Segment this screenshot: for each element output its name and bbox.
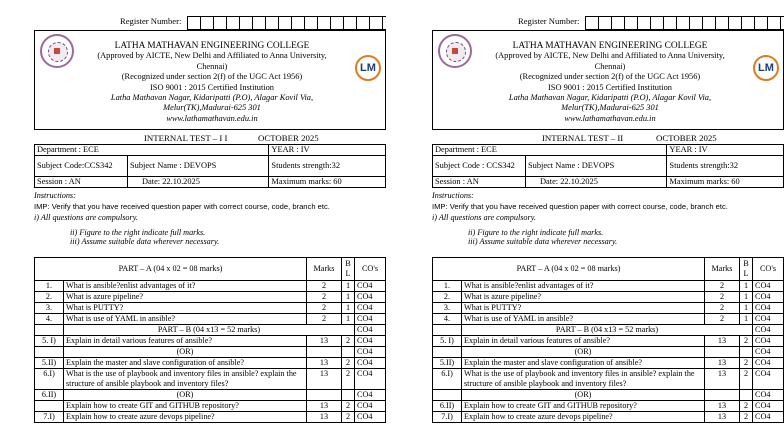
table-row: 4. What is use of YAML in ansible? 2 1 CO4 xyxy=(35,314,386,325)
instructions-title: Instructions: xyxy=(432,191,474,200)
table-row: 6.I) What is the use of playbook and inventory files in ansible? explain the structure of ansible playbook and inventory files? 13 2 CO4 xyxy=(35,369,386,390)
table-row: 5.II) Explain the master and slave configuration of ansible? 13 2 CO4 xyxy=(35,358,386,369)
maximum-marks: Maximum marks: 60 xyxy=(269,177,386,188)
register-number-row xyxy=(432,16,784,30)
register-number-label: Register Number: xyxy=(518,16,580,26)
college-address: Latha Mathavan Nagar, Kidaripatti (P.O), Alagar Kovil Via, Melur(TK),Madurai-625 301 xyxy=(508,93,712,113)
lm-logo-icon: LM xyxy=(355,55,381,81)
exam-date: Date: 22.10.2025 xyxy=(128,177,269,188)
question-paper-right xyxy=(432,0,784,441)
college-address: Latha Mathavan Nagar, Kidaripatti (P.O), Alagar Kovil Via, Melur(TK),Madurai-625 301 xyxy=(110,93,314,113)
questions-table: PART – A (04 x 02 = 08 marks) Marks B L CO's 1. What is ansible?enlist advantages of it? 2 1 CO4 2. What is azure pipeline? 2 1 CO4 3. What is PUTTY? 2 1 CO4 4. What is use of YAML in ansible? 2 1 CO4 PART – B (04 x13 = 52 marks) CO4 5. I) Explain in detail various features of ansible? 13 2 CO4 (OR) CO4 5.II) Explain the master and slave configuration of ansible? 13 2 CO4 6.I) What is the use of playbook and inventory files in ansible? explain the structure of ansible playbook and inventory files? 13 2 CO4 6.II) (OR) CO4 Explain how to create GIT and GITHUB repository? 13 2 CO4 7.I) Explain how to create azure devops pipeline? 13 2 CO4 xyxy=(34,257,386,423)
university-seal-icon xyxy=(40,34,74,68)
co-heading: CO's xyxy=(355,258,386,281)
questions-table: PART – A (04 x 02 = 08 marks) Marks B L CO's 1. What is ansible?enlist advantages of it? 2 1 CO4 2. What is azure pipeline? 2 1 CO4 3. What is PUTTY? 2 1 CO4 4. What is use of YAML in ansible? 2 1 CO4 PART – B (04 x13 = 52 marks) CO4 5. I) Explain in detail various features of ansible? 13 2 CO4 (OR) CO4 5.II) Explain the master and slave configuration of ansible? 13 2 CO4 6.I) What is the use of playbook and inventory files in ansible? explain the structure of ansible playbook and inventory files? 13 2 CO4 (OR) CO4 6.II) Explain how to create GIT and GITHUB repository? 13 2 CO4 7.I) Explain how to create azure devops pipeline? 13 2 CO4 xyxy=(432,257,784,423)
year: YEAR : IV xyxy=(667,145,784,156)
register-number-boxes[interactable] xyxy=(188,16,386,30)
or-separator: (OR) xyxy=(64,347,307,358)
instruction-iii: iii) Assume suitable data wherever necessary. xyxy=(468,237,618,246)
exam-info-table xyxy=(432,144,784,188)
co-heading: CO's xyxy=(753,258,784,281)
college-header xyxy=(432,30,784,130)
table-row: 5.II) Explain the master and slave configuration of ansible? 13 2 CO4 xyxy=(433,358,784,369)
table-row: 2. What is azure pipeline? 2 1 CO4 xyxy=(35,292,386,303)
instruction-iii: iii) Assume suitable data wherever necessary. xyxy=(70,237,220,246)
table-row: 5. I) Explain in detail various features of ansible? 13 2 CO4 xyxy=(433,336,784,347)
subject-code: Subject Code : CCS342 xyxy=(433,156,526,177)
instructions xyxy=(432,190,784,247)
session: Session : AN xyxy=(433,177,526,188)
year: YEAR : IV xyxy=(269,145,386,156)
college-name: LATHA MATHAVAN ENGINEERING COLLEGE xyxy=(114,41,310,51)
part-a-heading: PART – A (04 x 02 = 08 marks) xyxy=(433,258,705,281)
instructions-title: Instructions: xyxy=(34,191,76,200)
table-row: 1. What is ansible?enlist advantages of it? 2 1 CO4 xyxy=(433,281,784,292)
bl-heading: B L xyxy=(740,258,753,281)
table-row: 6.I) What is the use of playbook and inventory files in ansible? explain the structure of ansible playbook and inventory files? 13 2 CO4 xyxy=(433,369,784,390)
table-row: 3. What is PUTTY? 2 1 CO4 xyxy=(433,303,784,314)
register-number-boxes[interactable] xyxy=(586,16,784,30)
table-row: 4. What is use of YAML in ansible? 2 1 CO4 xyxy=(433,314,784,325)
college-website: www.lathamathavan.edu.in xyxy=(564,113,656,123)
marks-heading: Marks xyxy=(705,258,740,281)
test-month: OCTOBER 2025 xyxy=(656,133,717,143)
department: Department : ECE xyxy=(35,145,269,156)
or-separator: (OR) xyxy=(462,390,705,401)
table-row: 1. What is ansible?enlist advantages of it? 2 1 CO4 xyxy=(35,281,386,292)
table-row: 2. What is azure pipeline? 2 1 CO4 xyxy=(433,292,784,303)
subject-name: Subject Name : DEVOPS xyxy=(526,156,667,177)
test-name: INTERNAL TEST – I I xyxy=(144,133,228,143)
university-seal-icon xyxy=(438,34,472,68)
question-paper-left xyxy=(34,0,386,441)
college-website: www.lathamathavan.edu.in xyxy=(166,113,258,123)
part-a-heading: PART – A (04 x 02 = 08 marks) xyxy=(35,258,307,281)
exam-date: Date: 22.10.2025 xyxy=(526,177,667,188)
department: Department : ECE xyxy=(433,145,667,156)
students-strength: Students strength:32 xyxy=(667,156,784,177)
test-name: INTERNAL TEST – II xyxy=(542,133,624,143)
instructions-imp: IMP: Verify that you have received question paper with correct course, code, branch etc. xyxy=(432,202,728,211)
table-row: 7.I) Explain how to create azure devops pipeline? 13 2 CO4 xyxy=(433,412,784,423)
part-b-heading: PART – B (04 x13 = 52 marks) xyxy=(64,325,355,336)
college-approval: (Approved by AICTE, New Delhi and Affiliated to Anna University, Chennai) xyxy=(495,51,725,71)
maximum-marks: Maximum marks: 60 xyxy=(667,177,784,188)
college-name: LATHA MATHAVAN ENGINEERING COLLEGE xyxy=(512,41,708,51)
instruction-i: i) All questions are compulsory. xyxy=(432,213,536,222)
instructions-imp: IMP: Verify that you have received question paper with correct course, code, branch etc. xyxy=(34,202,330,211)
college-ugc: (Recognized under section 2(f) of the UGC Act 1956) xyxy=(121,72,303,82)
test-month: OCTOBER 2025 xyxy=(258,133,319,143)
table-row: Explain how to create GIT and GITHUB repository? 13 2 CO4 xyxy=(35,401,386,412)
part-b-heading: PART – B (04 x13 = 52 marks) xyxy=(462,325,753,336)
or-separator: (OR) xyxy=(64,390,307,401)
table-row: 7.I) Explain how to create azure devops pipeline? 13 2 CO4 xyxy=(35,412,386,423)
lm-logo-icon: LM xyxy=(753,55,779,81)
students-strength: Students strength:32 xyxy=(269,156,386,177)
marks-heading: Marks xyxy=(307,258,342,281)
instruction-i: i) All questions are compulsory. xyxy=(34,213,138,222)
college-iso: ISO 9001 : 2015 Certified Institution xyxy=(150,82,274,92)
table-row: 3. What is PUTTY? 2 1 CO4 xyxy=(35,303,386,314)
exam-info-table xyxy=(34,144,386,188)
session: Session : AN xyxy=(35,177,128,188)
subject-name: Subject Name : DEVOPS xyxy=(128,156,269,177)
instructions xyxy=(34,190,386,247)
instruction-ii: ii) Figure to the right indicate full marks. xyxy=(70,228,206,237)
or-separator: (OR) xyxy=(462,347,705,358)
table-row: 5. I) Explain in detail various features of ansible? 13 2 CO4 xyxy=(35,336,386,347)
instruction-ii: ii) Figure to the right indicate full marks. xyxy=(468,228,604,237)
subject-code: Subject Code:CCS342 xyxy=(35,156,128,177)
bl-heading: B L xyxy=(342,258,355,281)
table-row: 6.II) Explain how to create GIT and GITHUB repository? 13 2 CO4 xyxy=(433,401,784,412)
college-ugc: (Recognized under section 2(f) of the UGC Act 1956) xyxy=(519,72,701,82)
college-approval: (Approved by AICTE, New Delhi and Affiliated to Anna University, Chennai) xyxy=(97,51,327,71)
college-header xyxy=(34,30,386,130)
register-number-label: Register Number: xyxy=(120,16,182,26)
register-number-row xyxy=(34,16,386,30)
college-iso: ISO 9001 : 2015 Certified Institution xyxy=(548,82,672,92)
